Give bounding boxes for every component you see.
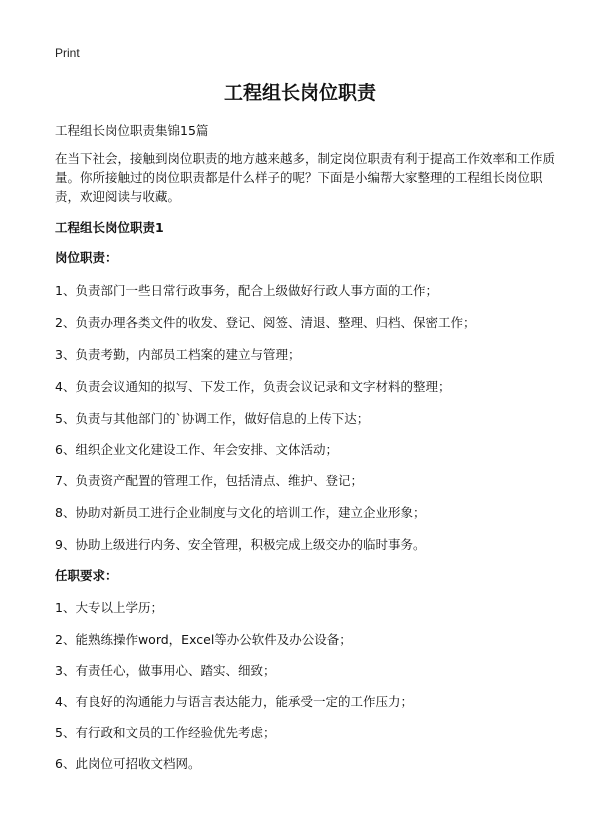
requirement-item: 1、大专以上学历； bbox=[55, 600, 163, 615]
duty-item: 1、负责部门一些日常行政事务，配合上级做好行政人事方面的工作； bbox=[55, 283, 438, 298]
duty-item: 9、协助上级进行内务、安全管理，积极完成上级交办的临时事务。 bbox=[55, 537, 426, 552]
section-title: 工程组长岗位职责1 bbox=[55, 220, 164, 235]
duty-item: 3、负责考勤，内部员工档案的建立与管理； bbox=[55, 347, 301, 362]
requirement-item: 6、此岗位可招收文档网。 bbox=[55, 756, 201, 771]
document-subtitle: 工程组长岗位职责集锦15篇 bbox=[55, 123, 209, 138]
requirements-heading: 任职要求： bbox=[55, 568, 118, 583]
duty-item: 8、协助对新员工进行企业制度与文化的培训工作，建立企业形象； bbox=[55, 505, 426, 520]
duty-item: 5、负责与其他部门的`协调工作，做好信息的上传下达； bbox=[55, 411, 370, 426]
duties-heading: 岗位职责： bbox=[55, 250, 118, 265]
duty-item: 6、组织企业文化建设工作、年会安排、文体活动； bbox=[55, 442, 338, 457]
requirement-item: 2、能熟练操作word，Excel等办公软件及办公设备； bbox=[55, 632, 352, 647]
print-label: Print bbox=[55, 46, 80, 60]
page-title: 工程组长岗位职责 bbox=[223, 82, 376, 104]
duty-item: 7、负责资产配置的管理工作，包括清点、维护、登记； bbox=[55, 473, 363, 488]
requirement-item: 3、有责任心，做事用心、踏实、细致； bbox=[55, 663, 276, 678]
duty-item: 4、负责会议通知的拟写、下发工作，负责会议记录和文字材料的整理； bbox=[55, 379, 451, 394]
duty-item: 2、负责办理各类文件的收发、登记、阅签、清退、整理、归档、保密工作； bbox=[55, 315, 476, 330]
requirement-item: 4、有良好的沟通能力与语言表达能力，能承受一定的工作压力； bbox=[55, 694, 413, 709]
requirement-item: 5、有行政和文员的工作经验优先考虑； bbox=[55, 725, 276, 740]
intro-paragraph: 在当下社会，接触到岗位职责的地方越来越多，制定岗位职责有利于提高工作效率和工作质量。你所接触过的岗位职责都是什么样子的呢？下面是小编帮大家整理的工程组长岗位职责，欢迎阅读与收藏。 bbox=[55, 151, 556, 204]
